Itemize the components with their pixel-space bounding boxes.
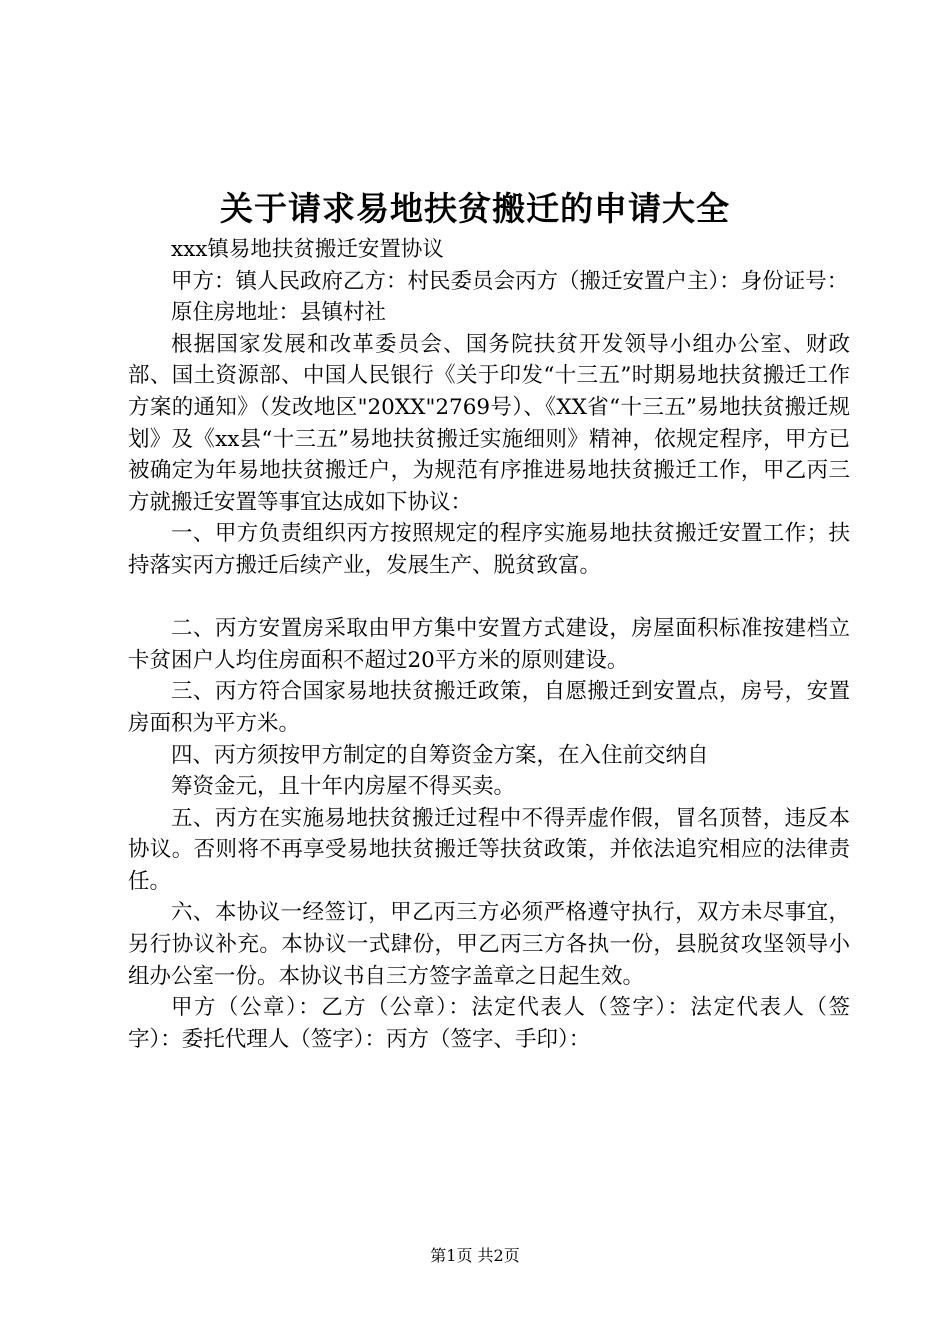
document-title: 关于请求易地扶贫搬迁的申请大全	[220, 189, 730, 228]
clause-one: 一、甲方负责组织丙方按照规定的程序实施易地扶贫搬迁安置工作；扶持落实丙方搬迁后续产业，发展生产、脱贫致富。	[128, 521, 850, 578]
clause-five: 五、丙方在实施易地扶贫搬迁过程中不得弄虚作假，冒名顶替，违反本协议。否则将不再享受易地扶贫搬迁等扶贫政策，并依法追究相应的法律责任。	[128, 805, 850, 894]
agreement-heading: xxx镇易地扶贫搬迁安置协议	[171, 237, 444, 262]
clause-four: 四、丙方须按甲方制定的自筹资金方案，在入住前交纳自	[171, 742, 709, 768]
signature-block: 甲方（公章）：乙方（公章）：法定代表人（签字）：法定代表人（签字）：委托代理人（签字）：丙方（签字、手印）：	[128, 995, 850, 1052]
clause-two: 二、丙方安置房采取由甲方集中安置方式建设，房屋面积标准按建档立卡贫困户人均住房面积不超过20平方米的原则建设。	[128, 616, 850, 673]
page-footer: 第1页 共2页	[430, 1246, 520, 1265]
paragraph-parties: 甲方：镇人民政府乙方：村民委员会丙方（搬迁安置户主）：身份证号：	[171, 268, 849, 294]
clause-four-continued: 筹资金元，且十年内房屋不得买卖。	[171, 774, 516, 800]
paragraph-address: 原住房地址：县镇村社	[171, 300, 387, 326]
paragraph-basis: 根据国家发展和改革委员会、国务院扶贫开发领导小组办公室、财政部、国土资源部、中国人民银行《关于印发“十三五”时期易地扶贫搬迁工作方案的通知》（发改地区"20XX"2769号）、《XX省“十三五”易地扶贫搬迁规划》及《xx县“十三五”易地扶贫搬迁实施细则》精神，依规定程序，甲方已被确定为年易地扶贫搬迁户，为规范有序推进易地扶贫搬迁工作，甲乙丙三方就搬迁安置等事宜达成如下协议：	[128, 331, 850, 515]
clause-three: 三、丙方符合国家易地扶贫搬迁政策，自愿搬迁到安置点，房号，安置房面积为平方米。	[128, 679, 850, 736]
document-body	[128, 234, 850, 1055]
clause-six: 六、本协议一经签订，甲乙丙三方必须严格遵守执行，双方未尽事宜，另行协议补充。本协议一式肆份，甲乙丙三方各执一份，县脱贫攻坚领导小组办公室一份。本协议书自三方签字盖章之日起生效。	[128, 900, 850, 989]
